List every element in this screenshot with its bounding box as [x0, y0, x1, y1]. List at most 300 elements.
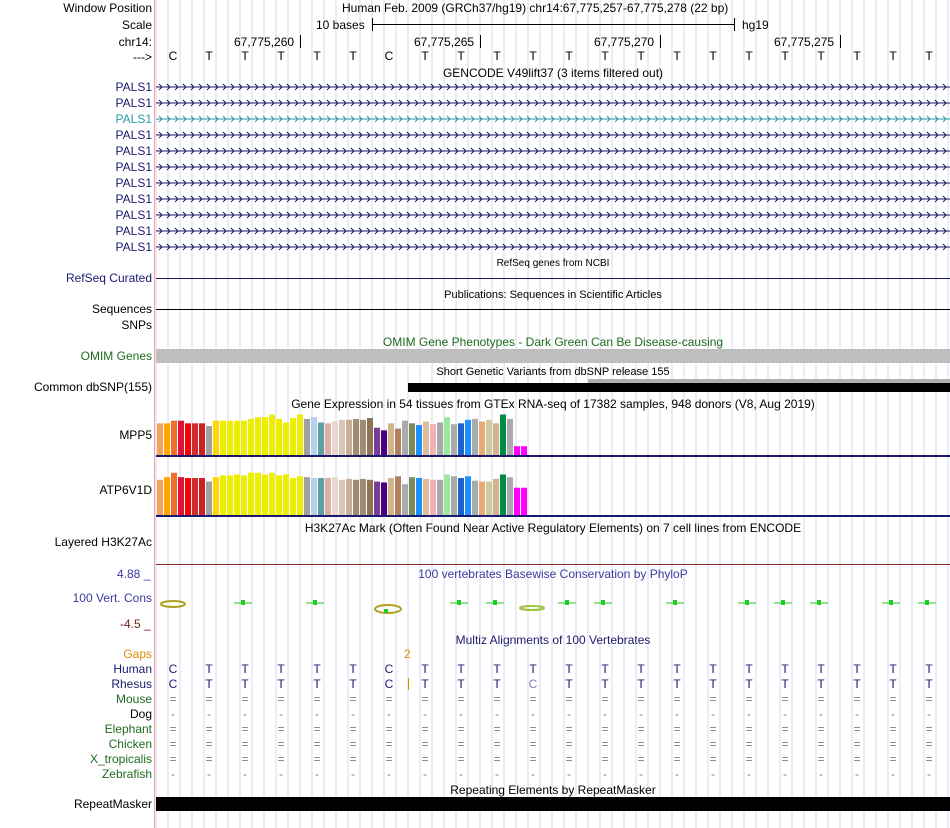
- gtex-tissue-bar[interactable]: [318, 478, 324, 515]
- gtex-tissue-bar[interactable]: [269, 473, 275, 515]
- gtex-tissue-bar[interactable]: [325, 423, 331, 455]
- h3k27ac-baseline: [156, 564, 950, 565]
- gencode-track-title: GENCODE V49lift37 (3 items filtered out): [442, 66, 664, 80]
- aligned-base: =: [385, 737, 393, 751]
- gencode-gene-label[interactable]: PALS1: [115, 240, 152, 254]
- aligned-base: =: [169, 722, 177, 736]
- gencode-gene-label[interactable]: PALS1: [115, 160, 152, 174]
- gtex-tissue-bar[interactable]: [241, 475, 247, 515]
- aligned-base: T: [673, 662, 681, 676]
- omim-track-label[interactable]: OMIM Genes: [80, 349, 152, 363]
- gtex-tissue-bar[interactable]: [192, 423, 198, 455]
- sequence-base: T: [817, 49, 825, 63]
- gtex-tissue-bar[interactable]: [500, 415, 506, 455]
- gtex-tissue-bar[interactable]: [262, 417, 268, 455]
- repeatmasker-bar[interactable]: [156, 797, 950, 811]
- aligned-base: T: [205, 662, 213, 676]
- aligned-base: T: [313, 677, 321, 691]
- gtex-tissue-bar[interactable]: [332, 422, 338, 455]
- phylop-score-mark[interactable]: [673, 600, 677, 605]
- phylop-score-mark[interactable]: [457, 600, 461, 605]
- aligned-base: =: [169, 692, 177, 706]
- gtex-tissue-bar[interactable]: [206, 482, 212, 515]
- gtex-tissue-bar[interactable]: [157, 423, 163, 455]
- aligned-base: -: [171, 767, 175, 781]
- aligned-base: -: [927, 707, 931, 721]
- refseq-track-title: RefSeq genes from NCBI: [496, 258, 610, 269]
- gencode-transcript[interactable]: [156, 114, 950, 124]
- multiz-species-label[interactable]: Elephant: [104, 722, 152, 736]
- sequence-base: T: [673, 49, 681, 63]
- gtex-tissue-bar[interactable]: [472, 481, 478, 515]
- gtex-tissue-bar[interactable]: [241, 421, 247, 455]
- refseq-track-label[interactable]: RefSeq Curated: [65, 271, 152, 285]
- repeatmasker-track-title: Repeating Elements by RepeatMasker: [450, 783, 656, 797]
- gtex-tissue-bar[interactable]: [367, 480, 373, 515]
- aligned-base: =: [817, 692, 825, 706]
- multiz-species-label[interactable]: Zebrafish: [101, 767, 152, 781]
- aligned-base: T: [709, 662, 717, 676]
- publications-track-title: Publications: Sequences in Scientific Articles: [444, 289, 662, 301]
- gtex-tissue-bar[interactable]: [164, 477, 170, 515]
- gtex-tissue-bar[interactable]: [479, 422, 485, 455]
- aligned-base: -: [351, 707, 355, 721]
- aligned-base: =: [565, 722, 573, 736]
- gencode-gene-label[interactable]: PALS1: [115, 192, 152, 206]
- sequence-base: T: [709, 49, 717, 63]
- gtex-tissue-bar[interactable]: [493, 423, 499, 455]
- gtex-tissue-bar[interactable]: [395, 429, 401, 455]
- sequence-base: T: [889, 49, 897, 63]
- gtex-tissue-bar[interactable]: [514, 488, 520, 515]
- gtex-tissue-bar[interactable]: [500, 475, 506, 515]
- phylop-score-mark[interactable]: [925, 600, 929, 605]
- gtex-tissue-bar[interactable]: [388, 478, 394, 515]
- gtex-tissue-bar[interactable]: [409, 423, 415, 455]
- aligned-base: -: [279, 767, 283, 781]
- aligned-base: =: [205, 737, 213, 751]
- aligned-base: -: [891, 707, 895, 721]
- gtex-tissue-bar[interactable]: [192, 478, 198, 515]
- aligned-base: =: [853, 737, 861, 751]
- gtex-tissue-bar[interactable]: [416, 478, 422, 515]
- scale-label: Scale: [121, 18, 152, 32]
- sequence-base: C: [168, 49, 178, 63]
- gtex-tissue-bar[interactable]: [220, 475, 226, 515]
- aligned-base: =: [421, 692, 429, 706]
- aligned-base: =: [637, 722, 645, 736]
- gencode-transcript[interactable]: [156, 242, 950, 252]
- multiz-species-label[interactable]: Chicken: [108, 737, 152, 751]
- phylop-negative-glyph[interactable]: [520, 606, 544, 610]
- aligned-base: =: [601, 737, 609, 751]
- gtex-tissue-bar[interactable]: [297, 415, 303, 455]
- gencode-transcript[interactable]: [156, 162, 950, 172]
- aligned-base: T: [601, 677, 609, 691]
- sequence-base: T: [925, 49, 933, 63]
- gencode-gene-label[interactable]: PALS1: [115, 80, 152, 94]
- gtex-tissue-bar[interactable]: [262, 475, 268, 515]
- gtex-tissue-bar[interactable]: [514, 446, 520, 455]
- gtex-tissue-bar[interactable]: [444, 475, 450, 515]
- gencode-transcript[interactable]: [156, 178, 950, 188]
- aligned-base: =: [241, 722, 249, 736]
- aligned-base: =: [781, 692, 789, 706]
- gtex-tissue-bar[interactable]: [493, 479, 499, 515]
- chrom-label: chr14:: [118, 35, 152, 49]
- gencode-transcript[interactable]: [156, 210, 950, 220]
- aligned-base: T: [277, 677, 285, 691]
- phylop-max-label: 4.88 _: [117, 567, 151, 581]
- gtex-tissue-bar[interactable]: [227, 421, 233, 455]
- sequence-base: T: [349, 49, 357, 63]
- phylop-score-mark[interactable]: [889, 600, 893, 605]
- gtex-gene-label[interactable]: ATP6V1D: [99, 483, 152, 497]
- aligned-base: T: [781, 662, 789, 676]
- gtex-tissue-bar[interactable]: [157, 480, 163, 515]
- gtex-tissue-bar[interactable]: [465, 420, 471, 455]
- sequence-base: T: [637, 49, 645, 63]
- coord-tick: [660, 35, 661, 48]
- gtex-tissue-bar[interactable]: [458, 423, 464, 455]
- gtex-tissue-bar[interactable]: [486, 482, 492, 515]
- gtex-tissue-bar[interactable]: [388, 423, 394, 455]
- gtex-tissue-bar[interactable]: [360, 479, 366, 515]
- aligned-base: =: [241, 752, 249, 766]
- gtex-tissue-bar[interactable]: [423, 422, 429, 455]
- multiz-species-label[interactable]: Human: [113, 662, 152, 676]
- gtex-tissue-bar[interactable]: [374, 482, 380, 515]
- snps-track-label[interactable]: SNPs: [121, 318, 152, 332]
- gtex-tissue-bar[interactable]: [171, 421, 177, 455]
- multiz-gap-marker: [408, 678, 409, 690]
- gtex-expression-chart[interactable]: [156, 410, 950, 520]
- aligned-base: =: [565, 752, 573, 766]
- gtex-tissue-bar[interactable]: [346, 479, 352, 515]
- gtex-tissue-bar[interactable]: [381, 482, 387, 515]
- aligned-base: T: [925, 662, 933, 676]
- gtex-tissue-bar[interactable]: [171, 473, 177, 515]
- aligned-base: =: [493, 752, 501, 766]
- gtex-tissue-bar[interactable]: [234, 421, 240, 455]
- aligned-base: =: [457, 737, 465, 751]
- coord-tick-label: 67,775,270: [594, 35, 655, 49]
- publications-track-label[interactable]: Sequences: [91, 302, 152, 316]
- window-position-label: Window Position: [63, 1, 152, 15]
- aligned-base: =: [205, 752, 213, 766]
- gencode-gene-label[interactable]: PALS1: [115, 128, 152, 142]
- gtex-tissue-bar[interactable]: [185, 478, 191, 515]
- sequence-base: C: [384, 49, 394, 63]
- gtex-tissue-bar[interactable]: [409, 477, 415, 515]
- phylop-negative-glyph[interactable]: [161, 601, 185, 607]
- gtex-tissue-bar[interactable]: [381, 430, 387, 455]
- aligned-base: =: [709, 737, 717, 751]
- dbsnp-track-label[interactable]: Common dbSNP(155): [33, 380, 152, 394]
- aligned-base: =: [925, 722, 933, 736]
- gencode-transcript[interactable]: [156, 146, 950, 156]
- gtex-tissue-bar[interactable]: [486, 420, 492, 455]
- gtex-track-title: Gene Expression in 54 tissues from GTEx RNA-seq of 17382 samples, 948 donors (V8, Aug 2019): [291, 397, 815, 411]
- gtex-tissue-bar[interactable]: [255, 473, 261, 515]
- aligned-base: =: [673, 752, 681, 766]
- aligned-base: T: [601, 662, 609, 676]
- aligned-base: T: [817, 662, 825, 676]
- gtex-tissue-bar[interactable]: [339, 420, 345, 455]
- multiz-species-label[interactable]: Mouse: [115, 692, 152, 706]
- aligned-base: =: [241, 692, 249, 706]
- gtex-tissue-bar[interactable]: [395, 476, 401, 515]
- repeatmasker-track-label[interactable]: RepeatMasker: [73, 797, 152, 811]
- aligned-base: =: [673, 722, 681, 736]
- multiz-species-label[interactable]: Rhesus: [111, 677, 152, 691]
- aligned-base: =: [493, 692, 501, 706]
- aligned-base: -: [783, 767, 787, 781]
- gtex-tissue-bar[interactable]: [521, 446, 527, 455]
- gtex-tissue-bar[interactable]: [318, 422, 324, 455]
- sequence-base: T: [565, 49, 573, 63]
- gtex-tissue-bar[interactable]: [234, 475, 240, 515]
- gtex-tissue-bar[interactable]: [346, 420, 352, 455]
- aligned-base: -: [423, 707, 427, 721]
- aligned-base: =: [241, 737, 249, 751]
- gtex-tissue-bar[interactable]: [479, 482, 485, 515]
- gtex-tissue-bar[interactable]: [507, 419, 513, 455]
- strand-label: --->: [133, 50, 152, 64]
- gencode-gene-label[interactable]: PALS1: [115, 144, 152, 158]
- aligned-base: -: [531, 767, 535, 781]
- aligned-base: =: [889, 722, 897, 736]
- aligned-base: =: [709, 692, 717, 706]
- dbsnp-variant-bar[interactable]: [408, 383, 950, 392]
- aligned-base: T: [205, 677, 213, 691]
- refseq-track-line: [156, 278, 950, 279]
- gtex-tissue-bar[interactable]: [353, 419, 359, 455]
- aligned-base: -: [495, 767, 499, 781]
- aligned-base: =: [817, 752, 825, 766]
- aligned-base: -: [171, 707, 175, 721]
- phylop-score-mark[interactable]: [565, 600, 569, 605]
- gencode-transcript[interactable]: [156, 98, 950, 108]
- aligned-base: T: [241, 677, 249, 691]
- aligned-base: =: [853, 722, 861, 736]
- aligned-base: T: [421, 662, 429, 676]
- coord-tick-label: 67,775,260: [234, 35, 295, 49]
- gtex-tissue-bar[interactable]: [311, 478, 317, 515]
- multiz-gaps-label: Gaps: [123, 647, 152, 661]
- gtex-tissue-bar[interactable]: [297, 476, 303, 515]
- gtex-tissue-bar[interactable]: [423, 479, 429, 515]
- gtex-tissue-bar[interactable]: [185, 423, 191, 455]
- aligned-base: =: [205, 692, 213, 706]
- aligned-base: =: [421, 737, 429, 751]
- gtex-tissue-bar[interactable]: [220, 421, 226, 455]
- phylop-score-mark[interactable]: [241, 600, 245, 605]
- gtex-tissue-bar[interactable]: [416, 425, 422, 455]
- phylop-score-mark[interactable]: [493, 600, 497, 605]
- gencode-gene-label[interactable]: PALS1: [115, 208, 152, 222]
- aligned-base: -: [387, 767, 391, 781]
- aligned-base: T: [673, 677, 681, 691]
- aligned-base: =: [169, 737, 177, 751]
- phylop-score-mark[interactable]: [817, 600, 821, 605]
- aligned-base: T: [889, 662, 897, 676]
- aligned-base: C: [168, 677, 178, 691]
- gtex-tissue-bar[interactable]: [332, 477, 338, 515]
- gtex-tissue-bar[interactable]: [451, 424, 457, 455]
- aligned-base: -: [459, 767, 463, 781]
- phylop-score-mark[interactable]: [745, 600, 749, 605]
- gtex-tissue-bar[interactable]: [248, 419, 254, 455]
- gtex-tissue-bar[interactable]: [353, 480, 359, 515]
- aligned-base: T: [493, 662, 501, 676]
- gtex-tissue-bar[interactable]: [304, 419, 310, 455]
- aligned-base: =: [889, 692, 897, 706]
- gtex-tissue-bar[interactable]: [402, 484, 408, 515]
- gtex-tissue-bar[interactable]: [458, 478, 464, 515]
- gtex-tissue-bar[interactable]: [248, 473, 254, 515]
- aligned-base: T: [853, 677, 861, 691]
- gtex-tissue-bar[interactable]: [178, 421, 184, 455]
- aligned-base: T: [349, 662, 357, 676]
- aligned-base: T: [241, 662, 249, 676]
- aligned-base: T: [637, 677, 645, 691]
- phylop-plot[interactable]: [156, 595, 950, 617]
- multiz-species-label[interactable]: X_tropicalis: [89, 752, 152, 766]
- gtex-tissue-bar[interactable]: [430, 424, 436, 455]
- gencode-transcript[interactable]: [156, 194, 950, 204]
- sequence-base: T: [529, 49, 537, 63]
- aligned-base: -: [675, 707, 679, 721]
- gtex-tissue-bar[interactable]: [276, 419, 282, 455]
- gtex-tissue-bar[interactable]: [290, 478, 296, 515]
- multiz-species-label[interactable]: Dog: [129, 707, 152, 721]
- gtex-tissue-bar[interactable]: [437, 422, 443, 455]
- gtex-tissue-bar[interactable]: [472, 419, 478, 455]
- window-position-value: Human Feb. 2009 (GRCh37/hg19) chr14:67,775,257-67,775,278 (22 bp): [342, 1, 729, 15]
- gencode-gene-label[interactable]: PALS1: [115, 176, 152, 190]
- aligned-base: =: [277, 692, 285, 706]
- gtex-tissue-bar[interactable]: [374, 428, 380, 455]
- h3k27ac-track-label[interactable]: Layered H3K27Ac: [54, 535, 152, 549]
- aligned-base: T: [421, 677, 429, 691]
- aligned-base: -: [207, 767, 211, 781]
- gtex-tissue-bar[interactable]: [339, 480, 345, 515]
- sequence-base: T: [493, 49, 501, 63]
- phylop-score-mark[interactable]: [601, 600, 605, 605]
- gtex-tissue-bar[interactable]: [199, 423, 205, 455]
- scale-text: 10 bases: [316, 18, 365, 32]
- aligned-base: =: [277, 722, 285, 736]
- gtex-tissue-bar[interactable]: [213, 421, 219, 455]
- phylop-score-mark[interactable]: [384, 609, 388, 613]
- aligned-base: T: [745, 662, 753, 676]
- dbsnp-variant-bar-light[interactable]: [588, 379, 950, 383]
- aligned-base: T: [457, 662, 465, 676]
- gtex-tissue-bar[interactable]: [269, 415, 275, 455]
- gtex-tissue-bar[interactable]: [255, 417, 261, 455]
- gtex-tissue-bar[interactable]: [178, 477, 184, 515]
- aligned-base: -: [243, 707, 247, 721]
- gencode-transcript[interactable]: [156, 226, 950, 236]
- sequence-base: T: [205, 49, 213, 63]
- gtex-tissue-bar[interactable]: [199, 478, 205, 515]
- gtex-tissue-bar[interactable]: [213, 477, 219, 515]
- gtex-tissue-bar[interactable]: [451, 476, 457, 515]
- sequence-base: T: [457, 49, 465, 63]
- gtex-tissue-bar[interactable]: [227, 475, 233, 515]
- sequence-base: T: [421, 49, 429, 63]
- gtex-gene-label[interactable]: MPP5: [119, 428, 152, 442]
- gtex-tissue-bar[interactable]: [206, 426, 212, 455]
- gencode-gene-label[interactable]: PALS1: [115, 224, 152, 238]
- gencode-gene-label[interactable]: PALS1: [115, 112, 152, 126]
- aligned-base: =: [709, 722, 717, 736]
- coord-tick: [480, 35, 481, 48]
- aligned-base: =: [385, 692, 393, 706]
- aligned-base: -: [315, 767, 319, 781]
- gtex-tissue-bar[interactable]: [290, 418, 296, 455]
- aligned-base: =: [925, 752, 933, 766]
- aligned-base: =: [817, 722, 825, 736]
- gencode-gene-label[interactable]: PALS1: [115, 96, 152, 110]
- gtex-tissue-bar[interactable]: [465, 476, 471, 515]
- aligned-base: =: [781, 737, 789, 751]
- gtex-tissue-bar[interactable]: [325, 478, 331, 515]
- gtex-tissue-bar[interactable]: [521, 488, 527, 515]
- aligned-base: T: [565, 677, 573, 691]
- phylop-score-mark[interactable]: [313, 600, 317, 605]
- gtex-tissue-bar[interactable]: [437, 480, 443, 515]
- aligned-base: T: [277, 662, 285, 676]
- gtex-tissue-bar[interactable]: [283, 422, 289, 455]
- sequence-base: T: [745, 49, 753, 63]
- aligned-base: T: [565, 662, 573, 676]
- sequence-base: T: [601, 49, 609, 63]
- aligned-base: =: [745, 752, 753, 766]
- gtex-tissue-bar[interactable]: [164, 423, 170, 455]
- aligned-base: =: [529, 692, 537, 706]
- gtex-tissue-bar[interactable]: [304, 477, 310, 515]
- aligned-base: -: [351, 767, 355, 781]
- gtex-tissue-bar[interactable]: [367, 418, 373, 455]
- gtex-tissue-bar[interactable]: [430, 480, 436, 515]
- gtex-tissue-bar[interactable]: [283, 475, 289, 515]
- gencode-transcript[interactable]: [156, 130, 950, 140]
- gtex-tissue-bar[interactable]: [402, 421, 408, 455]
- gtex-tissue-bar[interactable]: [444, 417, 450, 455]
- aligned-base: =: [457, 752, 465, 766]
- aligned-base: -: [675, 767, 679, 781]
- phylop-track-label[interactable]: 100 Vert. Cons: [72, 591, 152, 605]
- gtex-tissue-bar[interactable]: [360, 420, 366, 455]
- aligned-base: =: [313, 692, 321, 706]
- gtex-tissue-bar[interactable]: [311, 417, 317, 455]
- aligned-base: =: [745, 722, 753, 736]
- sequence-base: T: [313, 49, 321, 63]
- omim-gene-bar[interactable]: [156, 349, 950, 363]
- aligned-base: =: [853, 692, 861, 706]
- phylop-score-mark[interactable]: [781, 600, 785, 605]
- aligned-base: =: [457, 692, 465, 706]
- coord-tick-label: 67,775,275: [774, 35, 835, 49]
- gencode-transcript[interactable]: [156, 82, 950, 92]
- gtex-tissue-bar[interactable]: [507, 477, 513, 515]
- aligned-base: =: [313, 722, 321, 736]
- scale-bar: [372, 24, 734, 25]
- gtex-tissue-bar[interactable]: [276, 475, 282, 515]
- aligned-base: =: [745, 692, 753, 706]
